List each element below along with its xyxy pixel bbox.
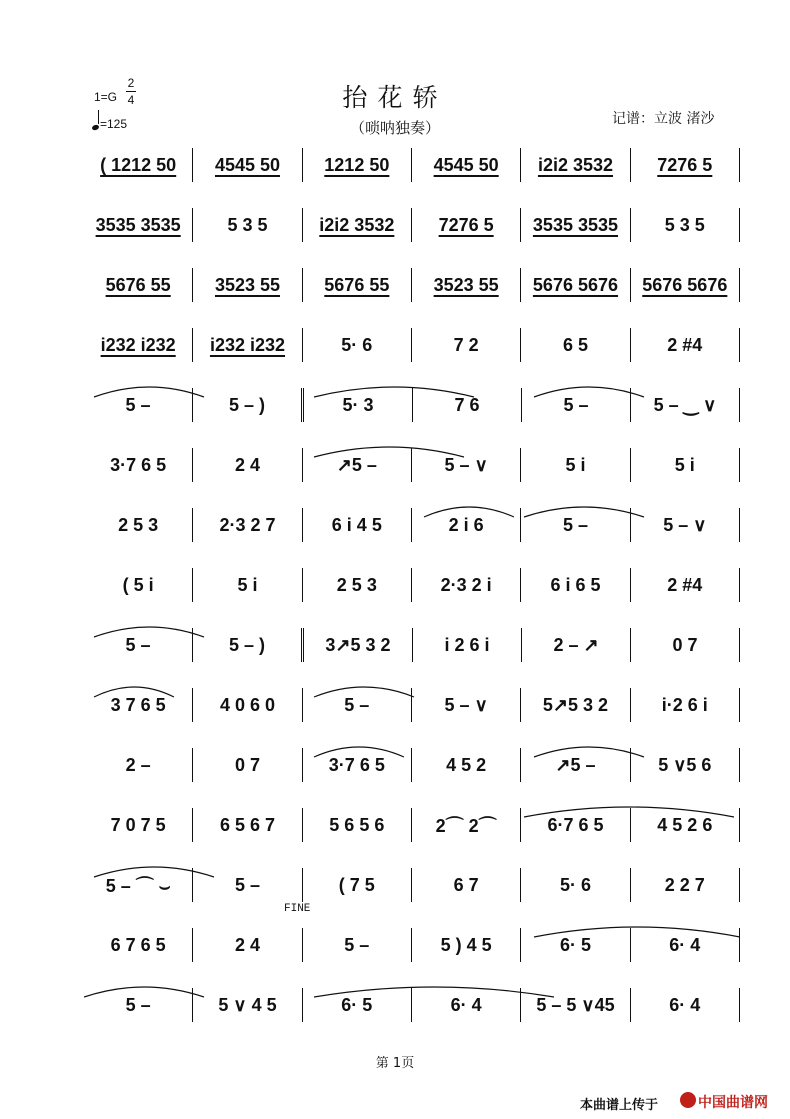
score-row <box>84 385 740 425</box>
measure <box>302 748 411 782</box>
measure <box>302 868 411 902</box>
measure <box>630 628 740 662</box>
measure-notes: 5 i <box>565 454 586 475</box>
measure <box>84 268 192 302</box>
measure-notes: ↗5 – <box>555 754 596 775</box>
measure-notes: 6 5 <box>562 334 588 355</box>
score-row <box>84 445 740 485</box>
measure-notes: i·2 6 i <box>661 694 708 715</box>
measure <box>192 568 301 602</box>
measure-notes: 6· 4 <box>669 934 701 955</box>
measure <box>192 868 301 902</box>
measure <box>84 448 192 482</box>
measure <box>520 148 629 182</box>
measure-notes: 7 0 7 5 <box>110 814 166 835</box>
measure <box>302 808 411 842</box>
measure <box>192 208 301 242</box>
measure <box>630 508 740 542</box>
measure <box>520 688 629 722</box>
measure <box>520 208 629 242</box>
measure-notes: 5 – <box>563 394 589 415</box>
fine-label: FINE <box>284 903 311 915</box>
measure <box>411 688 520 722</box>
tempo-value: =125 <box>100 117 128 131</box>
credits: 记谱：立波 渚沙 <box>612 111 715 127</box>
measure <box>192 328 301 362</box>
measure-notes: 3 7 6 5 <box>110 694 166 715</box>
measure-notes: 3↗5 3 2 <box>325 634 391 655</box>
measure <box>520 808 629 842</box>
time-signature-bottom: 4 <box>127 93 135 107</box>
measure <box>630 808 740 842</box>
measure <box>630 988 740 1022</box>
measure-notes: 3·7 6 5 <box>110 454 167 475</box>
measure-notes: 5 ∨ 4 5 <box>218 994 277 1015</box>
measure-notes: 5 – ) <box>228 634 266 655</box>
measure <box>84 808 192 842</box>
measure-notes: 6· 4 <box>450 994 482 1015</box>
score-row <box>84 505 740 545</box>
score-row <box>84 565 740 605</box>
measure <box>84 748 192 782</box>
measure-notes: 6 i 6 5 <box>550 574 601 595</box>
measure <box>630 688 740 722</box>
measure <box>84 928 192 962</box>
measure <box>302 688 411 722</box>
measure <box>630 208 740 242</box>
measure-notes: 5 3 5 <box>664 214 705 235</box>
measure <box>520 928 629 962</box>
measure <box>192 748 301 782</box>
measure <box>302 268 411 302</box>
measure-notes: 6· 5 <box>341 994 373 1015</box>
measure <box>302 148 411 182</box>
measure <box>192 928 301 962</box>
measure <box>411 268 520 302</box>
measure <box>84 628 192 662</box>
measure <box>411 208 520 242</box>
measure-notes: 5 – ∨ <box>444 454 488 475</box>
measure <box>411 508 520 542</box>
measure <box>411 928 520 962</box>
measure-notes: 6· 4 <box>669 994 701 1015</box>
measure <box>302 208 411 242</box>
measure-notes: 2 4 <box>234 934 260 955</box>
measure-notes: 5 – <box>125 634 151 655</box>
measure-notes: 6 i 4 5 <box>331 514 382 535</box>
measure-notes: 0 7 <box>672 634 698 655</box>
measure <box>302 928 411 962</box>
measure <box>412 388 521 422</box>
measure-notes: 5 – <box>125 394 151 415</box>
measure-notes: 5676 55 <box>105 274 171 295</box>
measure-notes: ( 5 i <box>122 574 154 595</box>
measure-notes: 2 i 6 <box>448 514 484 535</box>
measure <box>520 448 629 482</box>
measure-notes: 3523 55 <box>433 274 499 295</box>
score-row <box>84 865 740 905</box>
measure-notes: 3535 3535 <box>95 214 181 235</box>
measure <box>630 868 740 902</box>
measure <box>301 628 412 662</box>
measure <box>630 568 740 602</box>
measure-notes: ( 1212 50 <box>100 154 177 175</box>
measure-notes: 5 – <box>125 994 151 1015</box>
measure-notes: 5· 6 <box>341 334 373 355</box>
measure-notes: 2⌒ 2⌒ <box>435 816 497 836</box>
measure-notes: 2 5 3 <box>336 574 377 595</box>
measure <box>630 328 740 362</box>
measure-notes: 5 ∨5 6 <box>658 754 712 775</box>
measure <box>630 748 740 782</box>
measure <box>520 988 629 1022</box>
measure <box>84 868 192 902</box>
measure-notes: ( 7 5 <box>338 874 375 895</box>
measure-notes: 7 2 <box>453 334 479 355</box>
measure <box>411 748 520 782</box>
measure <box>411 808 520 842</box>
score-subtitle: （唢呐独奏） <box>349 119 440 137</box>
measure-notes: 6· 5 <box>559 934 591 955</box>
measure <box>521 628 630 662</box>
upload-note: 本曲谱上传于 <box>580 1098 659 1113</box>
measure <box>84 688 192 722</box>
measure-notes: 5 – ∨ <box>663 514 707 535</box>
score-title: 抬花轿 <box>342 83 448 112</box>
measure <box>192 268 301 302</box>
measure-notes: i 2 6 i <box>444 634 490 655</box>
measure <box>302 508 411 542</box>
measure <box>411 448 520 482</box>
measure <box>192 628 301 662</box>
measure <box>84 208 192 242</box>
measure <box>411 148 520 182</box>
measure <box>192 808 301 842</box>
measure-notes: 6 5 6 7 <box>219 814 276 835</box>
measure <box>192 688 301 722</box>
measure-notes: 5 ) 4 5 <box>440 934 492 955</box>
measure-notes: 5 – 5 ∨45 <box>536 994 615 1015</box>
measure-notes: 2 4 <box>234 454 260 475</box>
measure <box>630 928 740 962</box>
measure-notes: 2 #4 <box>667 334 703 355</box>
measure-notes: 7 6 <box>454 394 480 415</box>
measure <box>302 448 411 482</box>
measure-notes: 4 5 2 <box>446 754 487 775</box>
measure <box>411 868 520 902</box>
measure-notes: 5· 6 <box>559 874 591 895</box>
measure <box>192 148 301 182</box>
measure-notes: i2i2 3532 <box>319 214 395 235</box>
measure-notes: 2 – ↗ <box>553 634 599 655</box>
measure-notes: 5 – ⌒ ⌣ <box>105 876 171 896</box>
measure-notes: 5676 55 <box>324 274 390 295</box>
measure-notes: i232 i232 <box>100 334 176 355</box>
score-row <box>84 805 740 845</box>
measure-notes: 5 i <box>674 454 695 475</box>
tempo-marking <box>92 114 127 131</box>
measure-notes: 3·7 6 5 <box>328 754 385 775</box>
measure-notes: 5 – ) <box>228 394 266 415</box>
measure-notes: 3535 3535 <box>532 214 619 235</box>
measure-notes: 6 7 <box>453 874 479 895</box>
measure-notes: 2 5 3 <box>118 514 159 535</box>
measure <box>411 988 520 1022</box>
measure <box>412 628 521 662</box>
measure-notes: 5 – <box>344 694 370 715</box>
score-row <box>84 265 740 305</box>
measure <box>630 448 740 482</box>
measure <box>520 748 629 782</box>
measure-notes: 5 6 5 6 <box>329 814 385 835</box>
measure-notes: 5676 5676 <box>642 274 728 295</box>
measure-notes: 5 – <box>234 874 260 895</box>
measure <box>520 568 629 602</box>
measure-notes: 4 0 6 0 <box>219 694 276 715</box>
measure-notes: 2 2 7 <box>664 874 705 895</box>
measure-notes: 5 3 5 <box>227 214 268 235</box>
measure-notes: 6 7 6 5 <box>110 934 166 955</box>
measure-notes: 4545 50 <box>214 154 281 175</box>
quarter-note-icon <box>91 124 99 131</box>
measure <box>520 868 629 902</box>
measure <box>192 388 301 422</box>
score-row <box>84 325 740 365</box>
measure-notes: i232 i232 <box>209 334 286 355</box>
score-row <box>84 625 740 665</box>
measure-notes: 5 – <box>562 514 588 535</box>
measure <box>630 388 740 422</box>
measure <box>520 268 629 302</box>
measure <box>411 328 520 362</box>
measure <box>84 508 192 542</box>
measure-notes: 4 5 2 6 <box>657 814 713 835</box>
site-name: 中国曲谱网 <box>698 1095 768 1111</box>
measure <box>520 328 629 362</box>
page-number: 第 1页 <box>375 1056 415 1071</box>
measure <box>302 988 411 1022</box>
measure-notes: 5· 3 <box>342 394 374 415</box>
measure <box>84 328 192 362</box>
measure <box>192 508 301 542</box>
measure-notes: 6·7 6 5 <box>547 814 604 835</box>
measure-notes: 5 i <box>237 574 258 595</box>
measure-notes: 5 – <box>344 934 370 955</box>
measure <box>301 388 412 422</box>
measure-notes: i2i2 3532 <box>537 154 614 175</box>
key-signature: 1=G <box>94 90 118 104</box>
score-row <box>84 745 740 785</box>
measure <box>84 388 192 422</box>
measure-notes: 7276 5 <box>438 214 494 235</box>
measure <box>84 568 192 602</box>
score-row <box>84 205 740 245</box>
measure <box>411 568 520 602</box>
score-row <box>84 925 740 965</box>
measure-notes: 4545 50 <box>433 154 499 175</box>
measure-notes: 5676 5676 <box>532 274 619 295</box>
measure-notes: 2·3 2 7 <box>219 514 276 535</box>
measure <box>84 988 192 1022</box>
measure-notes: 2·3 2 i <box>440 574 492 595</box>
measure <box>84 148 192 182</box>
measure <box>302 568 411 602</box>
measure-notes: 2 – <box>125 754 151 775</box>
time-signature-top: 2 <box>127 76 135 90</box>
measure-notes: 1212 50 <box>324 154 390 175</box>
measure-notes: 5 – ‿ ∨ <box>653 394 717 415</box>
measure-notes: ↗5 – <box>336 454 377 475</box>
measure <box>630 148 740 182</box>
score-row <box>84 985 740 1025</box>
measure <box>630 268 740 302</box>
site-logo-icon <box>680 1092 696 1108</box>
measure <box>192 988 301 1022</box>
score-row <box>84 685 740 725</box>
measure-notes: 3523 55 <box>214 274 281 295</box>
measure-notes: 5 – ∨ <box>444 694 488 715</box>
measure <box>520 508 629 542</box>
score-row <box>84 145 740 185</box>
measure-notes: 2 #4 <box>667 574 703 595</box>
measure <box>192 448 301 482</box>
measure <box>302 328 411 362</box>
measure-notes: 5↗5 3 2 <box>542 694 609 715</box>
measure-notes: 7276 5 <box>657 154 713 175</box>
time-signature <box>126 76 136 107</box>
measure <box>521 388 630 422</box>
measure-notes: 0 7 <box>234 754 260 775</box>
